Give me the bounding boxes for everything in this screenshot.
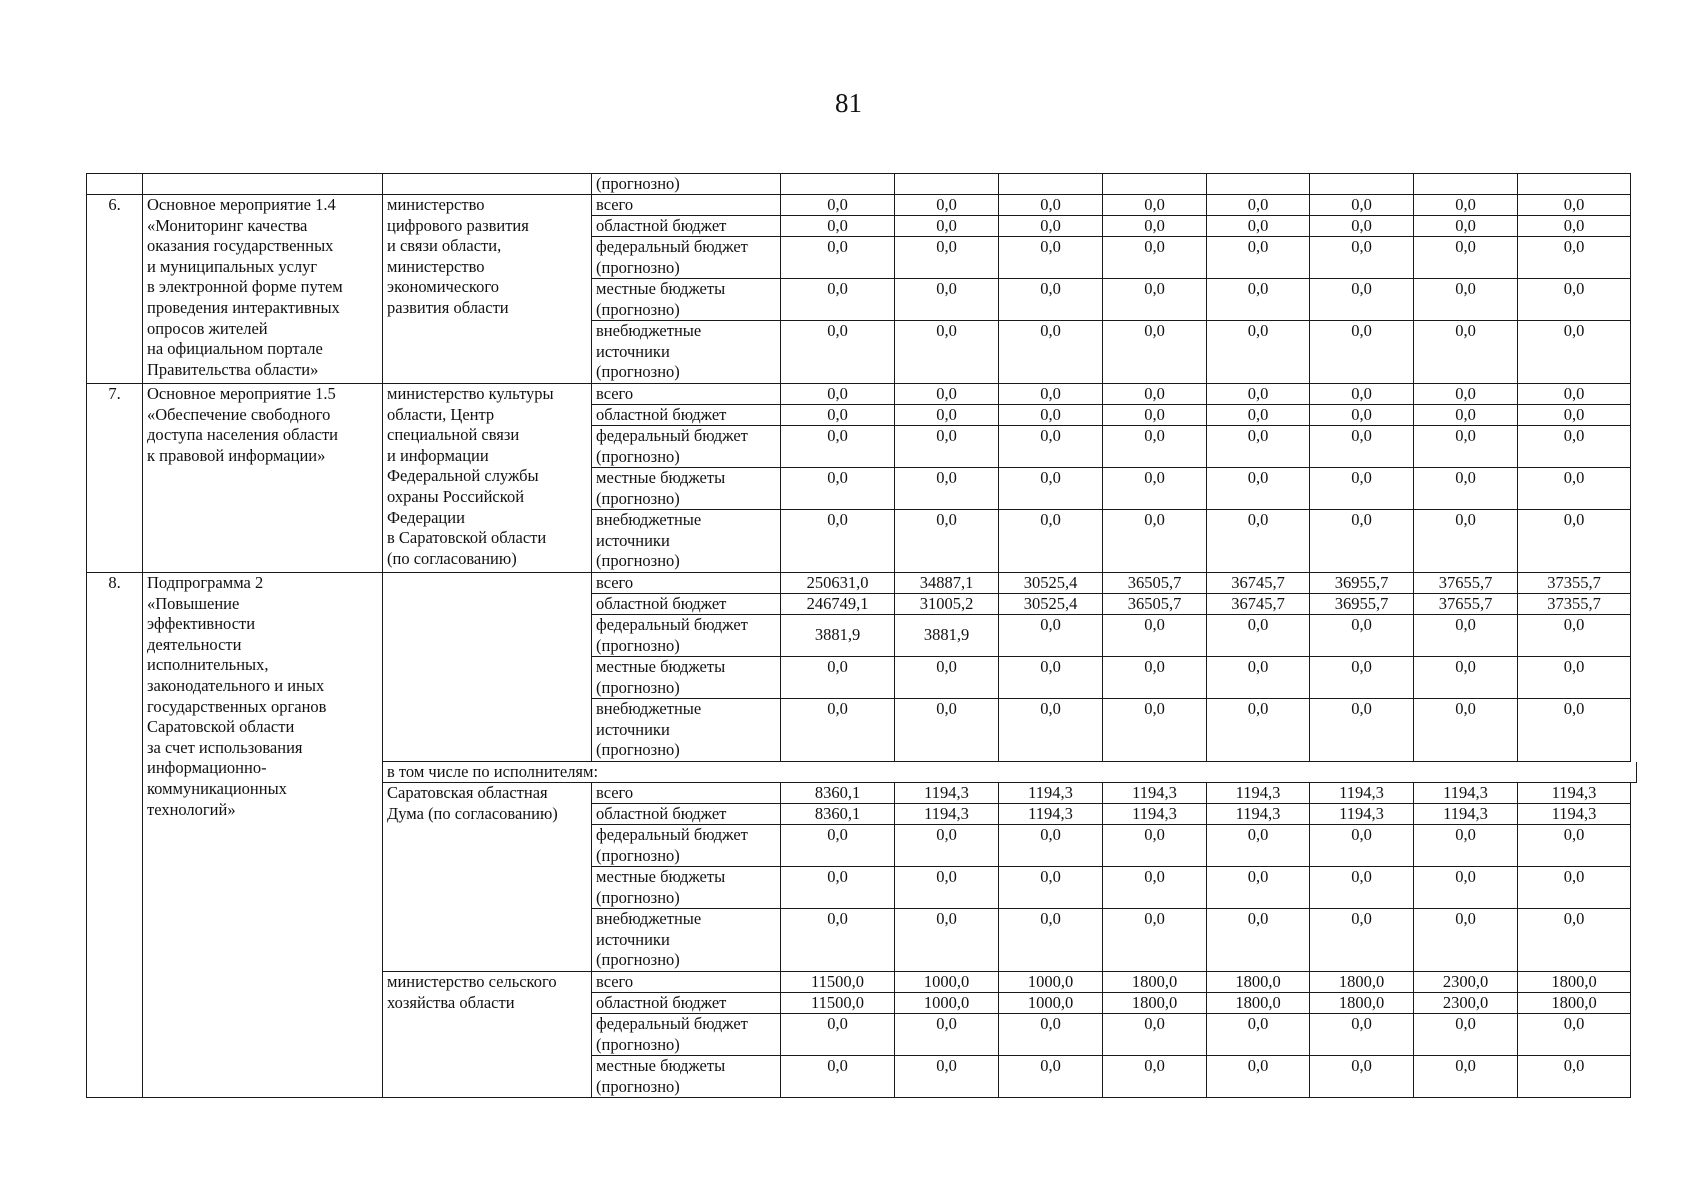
value-cell: 0,0: [781, 405, 895, 426]
value-cell: 8360,1: [781, 783, 895, 804]
value-cell: 0,0: [781, 216, 895, 237]
funding-source: внебюджетные источники (прогнозно): [592, 321, 781, 384]
value-cell: 0,0: [1414, 867, 1518, 909]
value-cell: 0,0: [1310, 510, 1414, 573]
value-cell: 0,0: [1310, 321, 1414, 384]
funding-source: всего: [592, 195, 781, 216]
value-cell: 0,0: [895, 510, 999, 573]
value-cell: 0,0: [781, 657, 895, 699]
value-cell: 0,0: [895, 321, 999, 384]
value-cell: 1194,3: [1310, 783, 1414, 804]
value-cell: 0,0: [1310, 1056, 1414, 1098]
value-cell: 0,0: [999, 468, 1103, 510]
value-cell: 0,0: [895, 867, 999, 909]
value-cell: 250631,0: [781, 573, 895, 594]
value-cell: 1800,0: [1207, 972, 1310, 993]
continuation-executor-cell: [383, 174, 592, 195]
value-cell: 0,0: [1207, 405, 1310, 426]
value-cell: 36955,7: [1310, 594, 1414, 615]
value-cell: 0,0: [1518, 1056, 1631, 1098]
value-cell: 0,0: [895, 384, 999, 405]
value-cell: 11500,0: [781, 972, 895, 993]
executor-name: министерство сельского хозяйства области: [383, 972, 592, 1098]
value-cell: 0,0: [1414, 1056, 1518, 1098]
value-cell: 0,0: [1414, 468, 1518, 510]
value-cell: 0,0: [1518, 825, 1631, 867]
value-cell: 0,0: [1103, 510, 1207, 573]
value-cell: 0,0: [895, 468, 999, 510]
value-cell: 0,0: [1414, 237, 1518, 279]
value-cell: 1000,0: [999, 972, 1103, 993]
value-cell: 11500,0: [781, 993, 895, 1014]
value-cell: 0,0: [1310, 1014, 1414, 1056]
funding-source: областной бюджет: [592, 594, 781, 615]
value-cell: 0,0: [1310, 468, 1414, 510]
value-cell: [781, 174, 895, 195]
value-cell: 0,0: [1518, 468, 1631, 510]
row-number: 6.: [87, 195, 143, 384]
value-cell: 0,0: [1103, 426, 1207, 468]
subprogram-name: Подпрограмма 2 «Повышение эффективности деятельности исполнительных, законодательного и иных государственных органов Саратовской области за счет использования информационно- коммуникационных технологий»: [143, 573, 383, 1098]
value-cell: 0,0: [895, 216, 999, 237]
value-cell: 0,0: [1414, 216, 1518, 237]
value-cell: 3881,9: [781, 615, 895, 657]
value-cell: 0,0: [1310, 867, 1414, 909]
value-cell: 0,0: [1310, 699, 1414, 762]
executor-name: министерство культуры области, Центр специальной связи и информации Федеральной службы охраны Российской Федерации в Саратовской области (по согласованию): [383, 384, 592, 573]
value-cell: 1194,3: [1414, 804, 1518, 825]
value-cell: 0,0: [895, 825, 999, 867]
value-cell: 1194,3: [1207, 804, 1310, 825]
value-cell: [1414, 174, 1518, 195]
value-cell: 0,0: [1103, 195, 1207, 216]
by-executors-label: в том числе по исполнителям:: [383, 762, 1637, 783]
value-cell: 0,0: [1207, 1056, 1310, 1098]
row-number: 7.: [87, 384, 143, 573]
funding-source: местные бюджеты (прогнозно): [592, 657, 781, 699]
value-cell: 0,0: [999, 405, 1103, 426]
value-cell: 0,0: [1207, 216, 1310, 237]
value-cell: 0,0: [895, 657, 999, 699]
value-cell: 1194,3: [1103, 804, 1207, 825]
value-cell: 0,0: [1518, 279, 1631, 321]
value-cell: 0,0: [1103, 237, 1207, 279]
value-cell: 0,0: [1414, 426, 1518, 468]
value-cell: 0,0: [781, 468, 895, 510]
value-cell: [1207, 174, 1310, 195]
value-cell: 0,0: [1414, 909, 1518, 972]
value-cell: [1518, 174, 1631, 195]
value-cell: 0,0: [1518, 1014, 1631, 1056]
value-cell: 1194,3: [1518, 783, 1631, 804]
value-cell: 0,0: [1310, 216, 1414, 237]
page-number: 81: [835, 88, 862, 118]
value-cell: 36745,7: [1207, 573, 1310, 594]
funding-source: федеральный бюджет (прогнозно): [592, 615, 781, 657]
value-cell: 1800,0: [1518, 993, 1631, 1014]
value-cell: 0,0: [781, 426, 895, 468]
value-cell: 0,0: [781, 699, 895, 762]
activity-name: Основное мероприятие 1.4 «Мониторинг качества оказания государственных и муниципальных услуг в электронной форме путем проведения интерактивных опросов жителей на официальном портале Правительства области»: [143, 195, 383, 384]
value-cell: 0,0: [1207, 321, 1310, 384]
value-cell: 0,0: [999, 657, 1103, 699]
value-cell: 0,0: [1103, 867, 1207, 909]
value-cell: 0,0: [999, 384, 1103, 405]
value-cell: 0,0: [895, 279, 999, 321]
value-cell: [1310, 174, 1414, 195]
value-cell: 36505,7: [1103, 573, 1207, 594]
executor-name: Саратовская областная Дума (по согласованию): [383, 783, 592, 972]
funding-source: местные бюджеты (прогнозно): [592, 279, 781, 321]
value-cell: 0,0: [999, 510, 1103, 573]
value-cell: 0,0: [895, 195, 999, 216]
value-cell: 37655,7: [1414, 573, 1518, 594]
value-cell: 36505,7: [1103, 594, 1207, 615]
value-cell: 0,0: [1518, 321, 1631, 384]
value-cell: 0,0: [895, 426, 999, 468]
value-cell: 0,0: [1207, 279, 1310, 321]
value-cell: 0,0: [781, 279, 895, 321]
value-cell: [999, 174, 1103, 195]
funding-source: всего: [592, 384, 781, 405]
continuation-name-cell: [143, 174, 383, 195]
value-cell: 0,0: [895, 405, 999, 426]
value-cell: 0,0: [781, 384, 895, 405]
value-cell: 0,0: [1414, 825, 1518, 867]
value-cell: 0,0: [1103, 615, 1207, 657]
value-cell: 0,0: [1310, 237, 1414, 279]
value-cell: 36745,7: [1207, 594, 1310, 615]
value-cell: 1194,3: [895, 804, 999, 825]
value-cell: 0,0: [1103, 657, 1207, 699]
value-cell: 0,0: [1414, 699, 1518, 762]
value-cell: 0,0: [1103, 699, 1207, 762]
value-cell: 0,0: [1103, 468, 1207, 510]
funding-source: всего: [592, 972, 781, 993]
value-cell: 0,0: [1414, 279, 1518, 321]
activity-name: Основное мероприятие 1.5 «Обеспечение свободного доступа населения области к правовой информации»: [143, 384, 383, 573]
value-cell: 0,0: [1518, 237, 1631, 279]
value-cell: 0,0: [1414, 384, 1518, 405]
value-cell: 0,0: [1414, 510, 1518, 573]
value-cell: 0,0: [781, 1014, 895, 1056]
executor-name: [383, 573, 592, 762]
value-cell: 1194,3: [1414, 783, 1518, 804]
value-cell: 0,0: [1310, 615, 1414, 657]
funding-source: внебюджетные источники (прогнозно): [592, 510, 781, 573]
value-cell: 0,0: [1414, 195, 1518, 216]
value-cell: 0,0: [1518, 615, 1631, 657]
value-cell: 1194,3: [1207, 783, 1310, 804]
value-cell: 30525,4: [999, 573, 1103, 594]
value-cell: 1194,3: [999, 783, 1103, 804]
value-cell: 0,0: [1103, 216, 1207, 237]
value-cell: 37355,7: [1518, 594, 1631, 615]
value-cell: 0,0: [1518, 195, 1631, 216]
value-cell: 0,0: [1310, 657, 1414, 699]
value-cell: 0,0: [781, 510, 895, 573]
value-cell: 1800,0: [1310, 972, 1414, 993]
value-cell: 0,0: [1103, 279, 1207, 321]
value-cell: 1000,0: [895, 993, 999, 1014]
value-cell: [895, 174, 999, 195]
value-cell: 0,0: [781, 237, 895, 279]
value-cell: 1194,3: [1518, 804, 1631, 825]
value-cell: 0,0: [1103, 1056, 1207, 1098]
value-cell: 0,0: [1207, 384, 1310, 405]
value-cell: 0,0: [999, 279, 1103, 321]
value-cell: 3881,9: [895, 615, 999, 657]
value-cell: 0,0: [781, 909, 895, 972]
value-cell: 0,0: [781, 321, 895, 384]
funding-source: местные бюджеты (прогнозно): [592, 468, 781, 510]
value-cell: 1800,0: [1103, 993, 1207, 1014]
value-cell: 37655,7: [1414, 594, 1518, 615]
value-cell: 0,0: [1518, 657, 1631, 699]
value-cell: 0,0: [781, 195, 895, 216]
value-cell: 36955,7: [1310, 573, 1414, 594]
value-cell: 0,0: [1207, 699, 1310, 762]
value-cell: 0,0: [1207, 657, 1310, 699]
value-cell: 0,0: [1103, 909, 1207, 972]
value-cell: 246749,1: [781, 594, 895, 615]
value-cell: 0,0: [781, 867, 895, 909]
value-cell: 0,0: [1310, 405, 1414, 426]
value-cell: 0,0: [1207, 867, 1310, 909]
value-cell: 0,0: [1310, 195, 1414, 216]
value-cell: 0,0: [1414, 1014, 1518, 1056]
value-cell: 0,0: [781, 825, 895, 867]
value-cell: 0,0: [1518, 699, 1631, 762]
value-cell: 8360,1: [781, 804, 895, 825]
value-cell: 0,0: [1414, 321, 1518, 384]
value-cell: 0,0: [1310, 426, 1414, 468]
value-cell: 0,0: [1207, 468, 1310, 510]
value-cell: 0,0: [1103, 825, 1207, 867]
value-cell: 0,0: [1207, 825, 1310, 867]
value-cell: 0,0: [1103, 1014, 1207, 1056]
value-cell: 0,0: [1518, 216, 1631, 237]
funding-source: федеральный бюджет (прогнозно): [592, 825, 781, 867]
value-cell: 0,0: [1207, 426, 1310, 468]
funding-source: местные бюджеты (прогнозно): [592, 867, 781, 909]
value-cell: 0,0: [1103, 384, 1207, 405]
value-cell: 0,0: [1207, 510, 1310, 573]
value-cell: 0,0: [1310, 909, 1414, 972]
value-cell: 0,0: [1518, 909, 1631, 972]
value-cell: 0,0: [1207, 1014, 1310, 1056]
funding-source: областной бюджет: [592, 804, 781, 825]
value-cell: 0,0: [999, 1056, 1103, 1098]
value-cell: 0,0: [999, 1014, 1103, 1056]
continuation-source-cell: (прогнозно): [592, 174, 781, 195]
value-cell: 0,0: [1518, 384, 1631, 405]
value-cell: 0,0: [999, 216, 1103, 237]
value-cell: 31005,2: [895, 594, 999, 615]
value-cell: 34887,1: [895, 573, 999, 594]
value-cell: 0,0: [1414, 615, 1518, 657]
value-cell: 0,0: [781, 1056, 895, 1098]
value-cell: 0,0: [999, 699, 1103, 762]
value-cell: 1000,0: [999, 993, 1103, 1014]
value-cell: 1800,0: [1103, 972, 1207, 993]
funding-source: областной бюджет: [592, 993, 781, 1014]
value-cell: 0,0: [1310, 279, 1414, 321]
value-cell: 0,0: [1207, 615, 1310, 657]
executor-name: министерство цифрового развития и связи области, министерство экономического развития области: [383, 195, 592, 384]
value-cell: 0,0: [1414, 657, 1518, 699]
value-cell: 0,0: [999, 615, 1103, 657]
value-cell: 37355,7: [1518, 573, 1631, 594]
funding-source: внебюджетные источники (прогнозно): [592, 699, 781, 762]
value-cell: 0,0: [999, 321, 1103, 384]
value-cell: 0,0: [999, 237, 1103, 279]
value-cell: 0,0: [1518, 510, 1631, 573]
value-cell: 0,0: [895, 237, 999, 279]
continuation-num-cell: [87, 174, 143, 195]
value-cell: 0,0: [1518, 426, 1631, 468]
funding-source: местные бюджеты (прогнозно): [592, 1056, 781, 1098]
value-cell: 0,0: [895, 1014, 999, 1056]
budget-table: [86, 173, 1631, 1098]
value-cell: 0,0: [1207, 195, 1310, 216]
funding-source: внебюджетные источники (прогнозно): [592, 909, 781, 972]
value-cell: 0,0: [895, 699, 999, 762]
value-cell: 0,0: [999, 426, 1103, 468]
value-cell: 2300,0: [1414, 972, 1518, 993]
value-cell: 0,0: [1518, 867, 1631, 909]
funding-source: областной бюджет: [592, 405, 781, 426]
value-cell: 0,0: [999, 909, 1103, 972]
value-cell: 30525,4: [999, 594, 1103, 615]
value-cell: 1800,0: [1310, 993, 1414, 1014]
row-number: 8.: [87, 573, 143, 1098]
value-cell: 1194,3: [1310, 804, 1414, 825]
value-cell: 0,0: [895, 1056, 999, 1098]
value-cell: 0,0: [1518, 405, 1631, 426]
funding-source: областной бюджет: [592, 216, 781, 237]
value-cell: 0,0: [1207, 237, 1310, 279]
value-cell: 1194,3: [999, 804, 1103, 825]
value-cell: 0,0: [999, 867, 1103, 909]
value-cell: 0,0: [1414, 405, 1518, 426]
funding-source: всего: [592, 573, 781, 594]
value-cell: 0,0: [1310, 384, 1414, 405]
funding-source: федеральный бюджет (прогнозно): [592, 426, 781, 468]
value-cell: 0,0: [1103, 405, 1207, 426]
value-cell: 1000,0: [895, 972, 999, 993]
value-cell: 0,0: [1103, 321, 1207, 384]
funding-source: федеральный бюджет (прогнозно): [592, 237, 781, 279]
value-cell: 1194,3: [1103, 783, 1207, 804]
value-cell: 0,0: [1207, 909, 1310, 972]
value-cell: 2300,0: [1414, 993, 1518, 1014]
value-cell: 0,0: [895, 909, 999, 972]
value-cell: 1194,3: [895, 783, 999, 804]
funding-source: федеральный бюджет (прогнозно): [592, 1014, 781, 1056]
value-cell: 1800,0: [1207, 993, 1310, 1014]
funding-source: всего: [592, 783, 781, 804]
value-cell: 1800,0: [1518, 972, 1631, 993]
value-cell: 0,0: [999, 825, 1103, 867]
value-cell: 0,0: [1310, 825, 1414, 867]
value-cell: 0,0: [999, 195, 1103, 216]
value-cell: [1103, 174, 1207, 195]
